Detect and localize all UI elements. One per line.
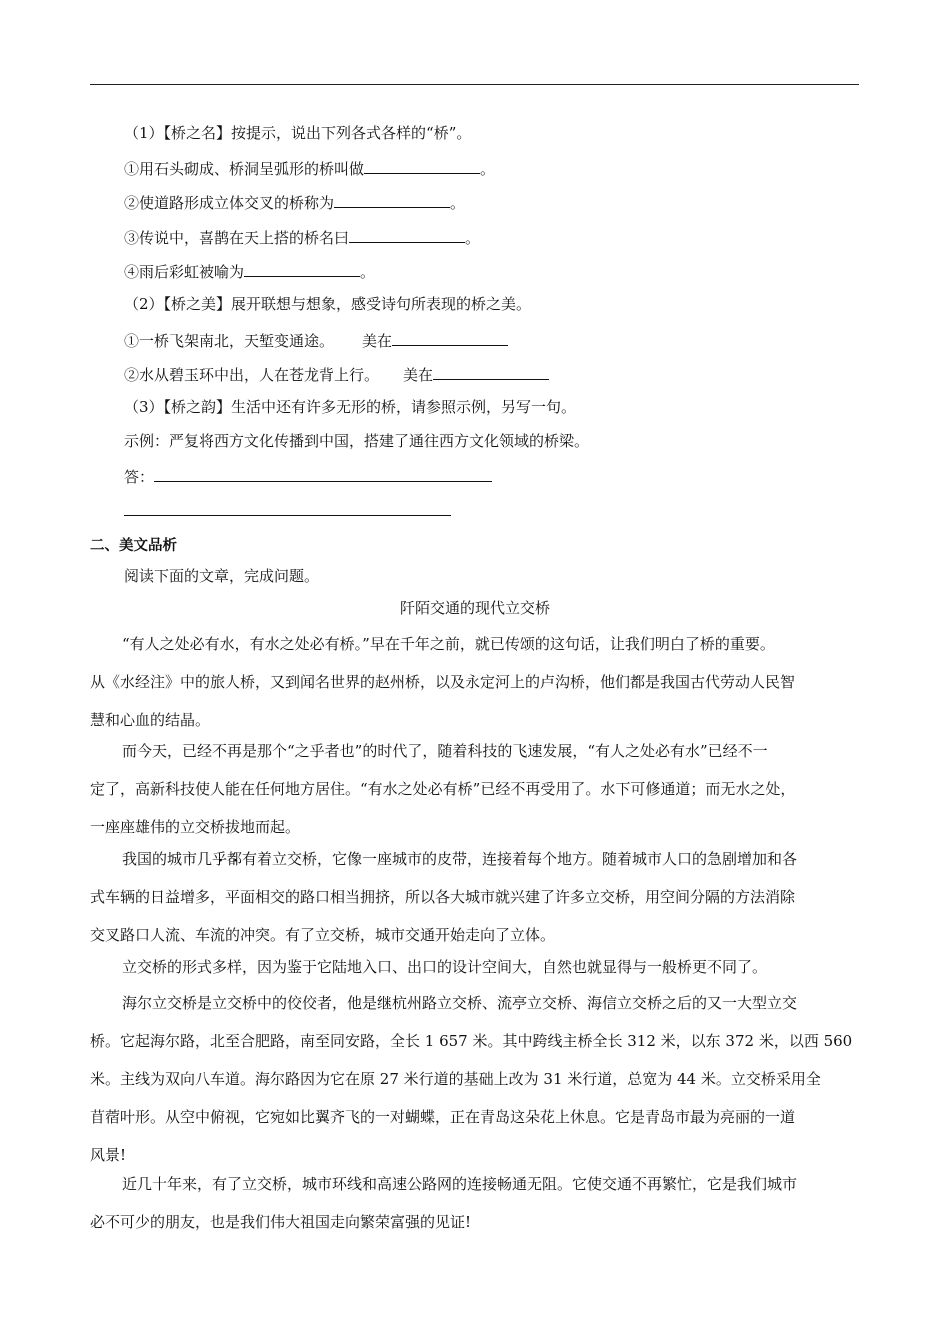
paragraph-line: 苜蓿叶形。从空中俯视，它宛如比翼齐飞的一对蝴蝶，正在青岛这朵花上休息。它是青岛市最为亮丽的一道: [90, 1108, 796, 1126]
paragraph-line: 风景!: [90, 1146, 127, 1164]
paragraph-line: 必不可少的朋友，也是我们伟大祖国走向繁荣富强的见证!: [90, 1213, 472, 1231]
q1-item-2-text: ②使道路形成立体交叉的桥称为: [124, 194, 335, 212]
paragraph-line: 桥。它起海尔路，北至合肥路，南至同安路，全长 1 657 米。其中跨线主桥全长 312 米，以东 372 米，以西 560: [90, 1032, 853, 1050]
answer-blank[interactable]: [392, 329, 508, 346]
emphasis-dot-char: 乎 ·: [212, 850, 227, 868]
q3-answer: [124, 465, 492, 487]
answer-blank[interactable]: [364, 157, 480, 174]
paragraph-line: 定了，高新科技使人能在任何地方居住。“有水之处必有桥”已经不再受用了。水下可修通道；而无水之处，: [90, 780, 796, 798]
q2-item-2-text: ②水从碧玉环中出，人在苍龙背上行。: [124, 366, 380, 384]
q3-title: （3）【桥之韵】生活中还有许多无形的桥，请参照示例，另写一句。: [124, 398, 577, 416]
punctuation: 。: [480, 160, 496, 178]
text-run: 我国的城市: [122, 850, 198, 868]
paragraph-line: 一座座雄伟的立交桥拔地而起。: [90, 818, 301, 836]
instruction: 阅读下面的文章，完成问题。: [124, 567, 320, 585]
paragraph-4: [90, 948, 860, 986]
q2-item-1-label: 美在: [362, 332, 393, 350]
q1-item-4: [124, 260, 375, 282]
paragraph-5: [90, 984, 860, 1174]
q2-item-1-text: ①一桥飞架南北，天堑变通途。: [124, 332, 335, 350]
paragraph-line: 近几十年来，有了立交桥，城市环线和高速公路网的连接畅通无阻。它使交通不再繁忙，它是我们城市: [122, 1175, 798, 1193]
q1-item-4-text: ④雨后彩虹被喻为: [124, 263, 245, 281]
paragraph-2: [90, 732, 860, 846]
paragraph-line: 从《水经注》中的旅人桥，又到闻名世界的赵州桥，以及永定河上的卢沟桥，他们都是我国古代劳动人民智: [90, 673, 796, 691]
header-rule: [90, 84, 859, 85]
answer-blank[interactable]: [244, 260, 360, 277]
paragraph-line: [90, 840, 860, 878]
paragraph-3: [90, 840, 860, 954]
paragraph-line: “有人之处必有水，有水之处必有桥。”早在千年之前，就已传颂的这句话，让我们明白了桥的重要。: [122, 635, 775, 653]
paragraph-line: 而今天，已经不再是那个“之乎者也”的时代了，随着科技的飞速发展，“有人之处必有水”已经不一: [122, 742, 768, 760]
q1-title: （1）【桥之名】按提示，说出下列各式各样的“桥”。: [124, 124, 472, 142]
punctuation: 。: [450, 194, 466, 212]
paragraph-line: 慧和心血的结晶。: [90, 711, 211, 729]
paragraph-line: 交叉路口人流、车流的冲突。有了立交桥，城市交通开始走向了立体。: [90, 926, 556, 944]
answer-blank[interactable]: [349, 226, 465, 243]
article-title: 阡陌交通的现代立交桥: [399, 599, 550, 617]
answer-blank-line[interactable]: [124, 515, 451, 516]
q2-item-2: [124, 363, 549, 385]
paragraph-line: 海尔立交桥是立交桥中的佼佼者，他是继杭州路立交桥、流亭立交桥、海信立交桥之后的又一大型立交: [122, 994, 798, 1012]
paragraph-line: 米。主线为双向八车道。海尔路因为它在原 27 米行道的基础上改为 31 米行道，总宽为 44 米。立交桥采用全: [90, 1070, 821, 1088]
text-run: 都有着立交桥，它像一座城市的皮带，连接着每个地方。随着城市人口的急剧增加和各: [227, 850, 798, 868]
q1-item-1: [124, 157, 495, 179]
q3-example: 示例：严复将西方文化传播到中国，搭建了通往西方文化领域的桥梁。: [124, 432, 590, 450]
q1-item-3-text: ③传说中，喜鹊在天上搭的桥名曰: [124, 229, 350, 247]
answer-blank[interactable]: [433, 363, 549, 380]
punctuation: 。: [465, 229, 481, 247]
section-title: 二、美文品析: [90, 538, 177, 554]
answer-label: 答：: [124, 468, 155, 486]
q1-item-3: [124, 226, 480, 248]
q2-item-2-label: 美在: [403, 366, 434, 384]
answer-blank[interactable]: [334, 191, 450, 208]
emphasis-dot-char: 几 ·: [197, 850, 212, 868]
q2-item-1: [124, 329, 508, 351]
q1-item-1-text: ①用石头砌成、桥洞呈弧形的桥叫做: [124, 160, 365, 178]
paragraph-1: [90, 625, 860, 739]
punctuation: 。: [360, 263, 376, 281]
paragraph-line: 立交桥的形式多样，因为鉴于它陆地入口、出口的设计空间大，自然也就显得与一般桥更不同了。: [122, 958, 768, 976]
paragraph-6: [90, 1165, 860, 1241]
paragraph-line: 式车辆的日益增多，平面相交的路口相当拥挤，所以各大城市就兴建了许多立交桥，用空间分隔的方法消除: [90, 888, 796, 906]
q1-item-2: [124, 191, 465, 213]
answer-blank[interactable]: [154, 465, 492, 482]
q2-title: （2）【桥之美】展开联想与想象，感受诗句所表现的桥之美。: [124, 295, 532, 313]
